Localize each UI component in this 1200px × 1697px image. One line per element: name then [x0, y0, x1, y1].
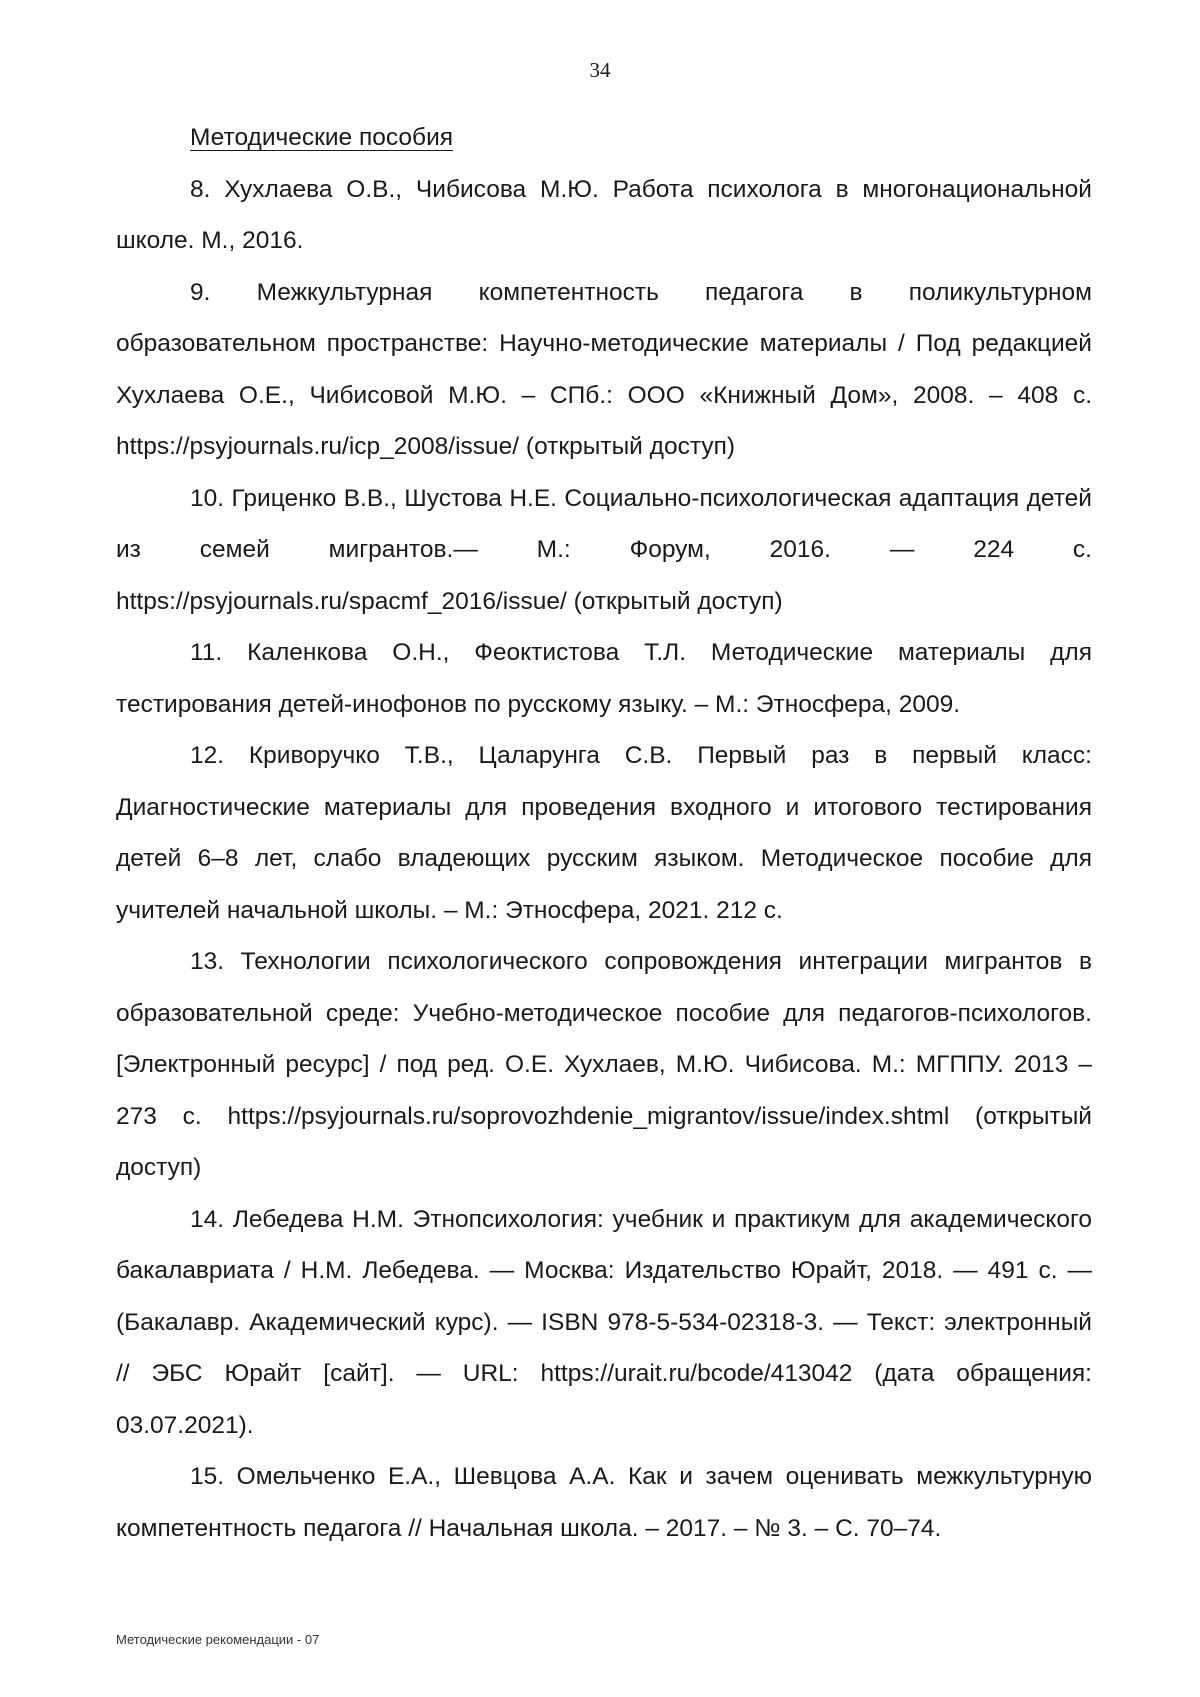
reference-list	[116, 112, 1092, 1554]
reference-item: 12. Криворучко Т.В., Цаларунга С.В. Первый раз в первый класс: Диагностические материалы для проведения входного и итогового тестирования детей 6–8 лет, слабо владеющих русским языком. Методическое пособие для учителей начальной школы. – М.: Этносфера, 2021. 212 с.	[116, 742, 1092, 924]
reference-item: 14. Лебедева Н.М. Этнопсихология: учебник и практикум для академического бакалавриата / Н.М. Лебедева. — Москва: Издательство Юрайт, 2018. — 491 с. — (Бакалавр. Академический курс). — ISBN 978-5-534-02318-3. — Текст: электронный // ЭБС Юрайт [сайт]. — URL: https://urait.ru/bcode/413042 (дата обращения: 03.07.2021).	[116, 1205, 1092, 1439]
reference-item: 11. Каленкова О.Н., Феоктистова Т.Л. Методические материалы для тестирования детей-инофонов по русскому языку. – М.: Этносфера, 2009.	[116, 639, 1092, 718]
reference-item: 9. Межкультурная компетентность педагога в поликультурном образовательном пространстве: Научно-методические материалы / Под редакцией Хухлаева О.Е., Чибисовой М.Ю. – СПб.: ООО «Книжный Дом», 2008. – 408 с. https://psyjournals.ru/icp_2008/issue/ (открытый доступ)	[116, 278, 1092, 460]
page-number: 34	[589, 58, 611, 82]
reference-item: 15. Омельченко Е.А., Шевцова А.А. Как и зачем оценивать межкультурную компетентность педагога // Начальная школа. – 2017. – № 3. – С. 70–74.	[116, 1463, 1092, 1542]
section-heading: Методические пособия	[190, 124, 454, 151]
page-footer: Методические рекомендации - 07	[116, 1632, 320, 1647]
reference-item: 8. Хухлаева О.В., Чибисова М.Ю. Работа психолога в многонациональной школе. М., 2016.	[116, 175, 1092, 254]
reference-item: 13. Технологии психологического сопровождения интеграции мигрантов в образовательной среде: Учебно-методическое пособие для педагогов-психологов. [Электронный ресурс] / под ред. О.Е. Хухлаев, М.Ю. Чибисова. М.: МГППУ. 2013 – 273 с. https://psyjournals.ru/soprovozhdenie_migrantov/issue/index.shtml (открытый доступ)	[116, 948, 1092, 1181]
reference-item: 10. Гриценко В.В., Шустова Н.Е. Социально-психологическая адаптация детей из семей мигрантов.— М.: Форум, 2016. — 224 с. https://psyjournals.ru/spacmf_2016/issue/ (открытый доступ)	[116, 484, 1092, 615]
